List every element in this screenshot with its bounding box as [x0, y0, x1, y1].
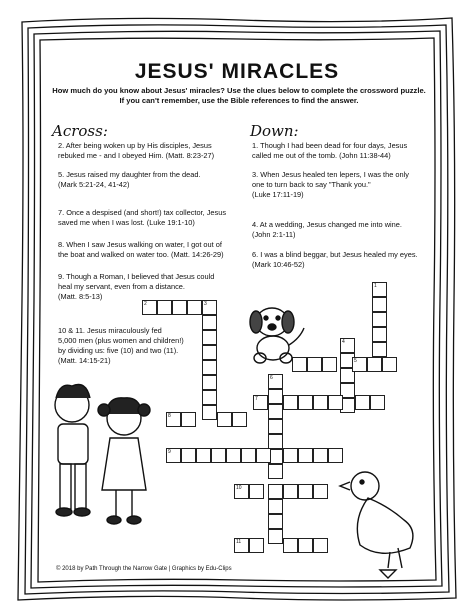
clue-number: 11 — [236, 539, 242, 545]
clue-number: 2 — [144, 301, 147, 307]
clue-across-9: 9. Though a Roman, I believed that Jesus could heal my servant, even from a distance. (Matt. 8:5-13) — [58, 272, 215, 301]
page-title: JESUS' MIRACLES — [134, 60, 340, 83]
clue-across-8: 8. When I saw Jesus walking on water, I got out of the boat and walked on water too. (Matt. 14:26-29) — [58, 240, 224, 259]
clue-number: 1 — [374, 283, 377, 289]
clue-number: 6 — [270, 375, 273, 381]
clue-number: 5 — [354, 358, 357, 364]
clue-number: 10 — [236, 485, 242, 491]
instructions: How much do you know about Jesus' miracles? Use the clues below to complete the crossword puzzle. If you can't remember, use the Bible references to find the answer. — [52, 86, 426, 106]
copyright-footer: © 2018 by Path Through the Narrow Gate | Graphics by Edu-Clips — [56, 566, 232, 572]
clue-number: 4 — [342, 339, 345, 345]
clue-number: 7 — [255, 396, 258, 402]
clue-down-1: 1. Though I had been dead for four days, Jesus called me out of the tomb. (John 11:38-44) — [252, 141, 408, 160]
clue-down-4: 4. At a wedding, Jesus changed me into wine. (John 2:1-11) — [252, 220, 402, 239]
clue-across-5: 5. Jesus raised my daughter from the dead. (Mark 5:21-24, 41-42) — [58, 170, 201, 189]
clue-down-3: 3. When Jesus healed ten lepers, I was the only one to turn back to say "Thank you." (Luke 17:11-19) — [252, 170, 409, 199]
down-heading: Down: — [250, 122, 299, 140]
clue-number: 9 — [168, 449, 171, 455]
clue-down-6: 6. I was a blind beggar, but Jesus healed my eyes. (Mark 10:46-52) — [252, 250, 418, 269]
across-heading: Across: — [52, 122, 108, 140]
clue-across-2: 2. After being woken up by His disciples, Jesus rebuked me - and I obeyed Him. (Matt. 8:23-27) — [58, 141, 215, 160]
clue-number: 3 — [204, 301, 207, 307]
clue-across-10-11: 10 & 11. Jesus miraculously fed 5,000 men (plus women and children!) by dividing us: five (10) and two (11). (Matt. 14:15-21) — [58, 326, 184, 365]
clue-number: 8 — [168, 413, 171, 419]
clue-across-7: 7. Once a despised (and short!) tax collector, Jesus saved me when I was lost. (Luke 19:1-10) — [58, 208, 227, 227]
